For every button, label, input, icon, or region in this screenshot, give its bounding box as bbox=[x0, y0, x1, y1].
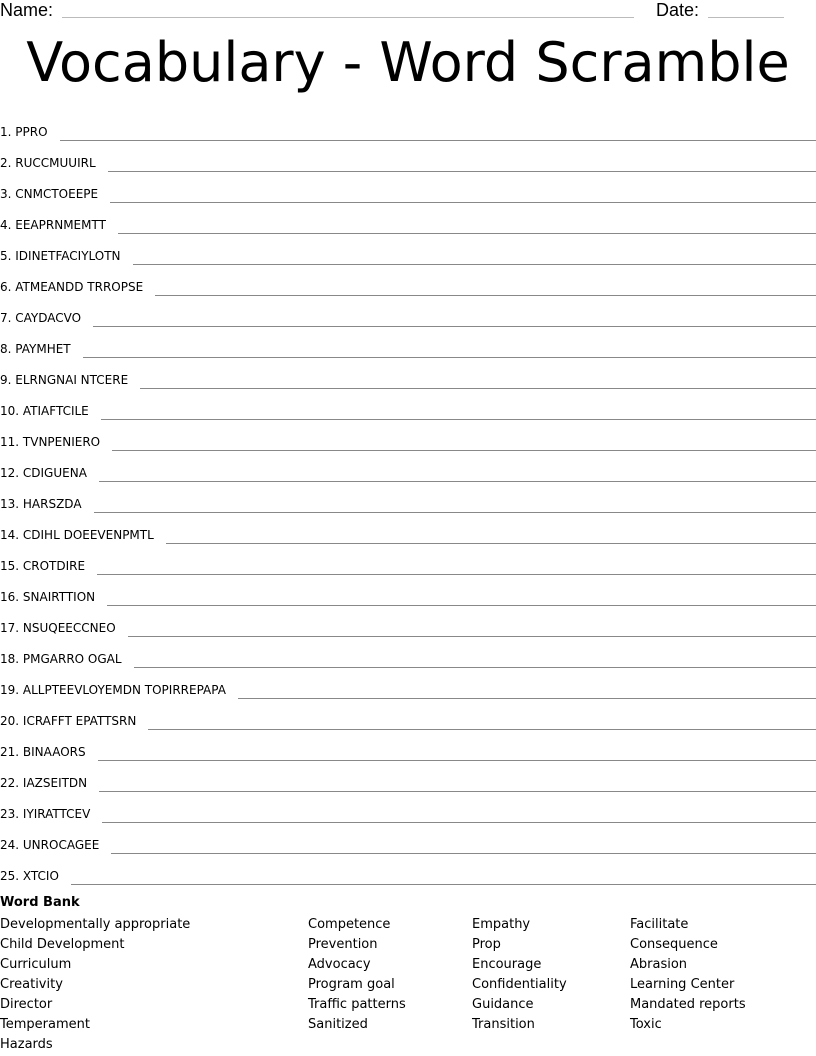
scrambled-word: 22. IAZSEITDN bbox=[0, 776, 88, 790]
scramble-item bbox=[0, 825, 816, 856]
word-bank-entry: Transition bbox=[472, 1017, 535, 1032]
answer-blank[interactable] bbox=[99, 480, 816, 482]
scramble-item bbox=[0, 608, 816, 639]
word-bank-entry: Temperament bbox=[0, 1017, 90, 1032]
word-bank-entry: Advocacy bbox=[308, 957, 371, 972]
scrambled-word: 14. CDIHL DOEEVENPMTL bbox=[0, 528, 154, 542]
scramble-item bbox=[0, 453, 816, 484]
answer-blank[interactable] bbox=[97, 573, 816, 575]
scramble-item bbox=[0, 205, 816, 236]
word-bank-entry: Director bbox=[0, 997, 53, 1012]
answer-blank[interactable] bbox=[155, 294, 816, 296]
date-label: Date: bbox=[656, 0, 700, 20]
answer-blank[interactable] bbox=[134, 666, 816, 668]
answer-blank[interactable] bbox=[110, 201, 816, 203]
scrambled-word: 1. PPRO bbox=[0, 125, 48, 139]
answer-blank[interactable] bbox=[94, 511, 816, 513]
scrambled-word: 3. CNMCTOEEPE bbox=[0, 187, 99, 201]
scramble-item bbox=[0, 422, 816, 453]
scrambled-word: 11. TVNPENIERO bbox=[0, 435, 101, 449]
scramble-item bbox=[0, 701, 816, 732]
word-bank-title: Word Bank bbox=[0, 895, 80, 910]
scramble-item bbox=[0, 577, 816, 608]
scrambled-word: 6. ATMEANDD TRROPSE bbox=[0, 280, 144, 294]
word-bank-entry: Confidentiality bbox=[472, 977, 567, 992]
scrambled-word: 15. CROTDIRE bbox=[0, 559, 86, 573]
scrambled-word: 21. BINAAORS bbox=[0, 745, 86, 759]
word-bank-entry: Sanitized bbox=[308, 1017, 368, 1032]
date-blank[interactable] bbox=[708, 17, 784, 18]
scramble-item bbox=[0, 360, 816, 391]
word-bank-entry: Guidance bbox=[472, 997, 534, 1012]
scrambled-word: 16. SNAIRTTION bbox=[0, 590, 96, 604]
word-bank-entry: Encourage bbox=[472, 957, 542, 972]
scrambled-word: 24. UNROCAGEE bbox=[0, 838, 100, 852]
name-label: Name: bbox=[0, 0, 54, 20]
scramble-item bbox=[0, 639, 816, 670]
scramble-item bbox=[0, 112, 816, 143]
scrambled-word: 18. PMGARRO OGAL bbox=[0, 652, 122, 666]
scrambled-word: 9. ELRNGNAI NTCERE bbox=[0, 373, 129, 387]
scrambled-word: 25. XTCIO bbox=[0, 869, 59, 883]
word-bank-entry: Facilitate bbox=[630, 917, 689, 932]
scrambled-word: 17. NSUQEECCNEO bbox=[0, 621, 116, 635]
answer-blank[interactable] bbox=[140, 387, 816, 389]
word-bank-entry: Prevention bbox=[308, 937, 378, 952]
word-bank-column-2 bbox=[308, 915, 406, 1035]
scrambled-word: 19. ALLPTEEVLOYEMDN TOPIRREPAPA bbox=[0, 683, 226, 697]
answer-blank[interactable] bbox=[71, 883, 816, 885]
answer-blank[interactable] bbox=[107, 604, 816, 606]
answer-blank[interactable] bbox=[102, 821, 816, 823]
scramble-item bbox=[0, 329, 816, 360]
scramble-item bbox=[0, 515, 816, 546]
scramble-item bbox=[0, 794, 816, 825]
answer-blank[interactable] bbox=[60, 139, 816, 141]
scramble-item bbox=[0, 732, 816, 763]
scrambled-word: 8. PAYMHET bbox=[0, 342, 71, 356]
word-bank-entry: Mandated reports bbox=[630, 997, 746, 1012]
answer-blank[interactable] bbox=[118, 232, 816, 234]
answer-blank[interactable] bbox=[166, 542, 816, 544]
word-bank-entry: Toxic bbox=[630, 1017, 662, 1032]
scramble-item bbox=[0, 267, 816, 298]
word-bank-entry: Developmentally appropriate bbox=[0, 917, 191, 932]
answer-blank[interactable] bbox=[111, 852, 816, 854]
word-bank-entry: Empathy bbox=[472, 917, 531, 932]
scramble-item bbox=[0, 391, 816, 422]
scramble-item bbox=[0, 546, 816, 577]
word-bank-entry: Competence bbox=[308, 917, 391, 932]
scrambled-word: 13. HARSZDA bbox=[0, 497, 82, 511]
answer-blank[interactable] bbox=[99, 790, 816, 792]
answer-blank[interactable] bbox=[83, 356, 816, 358]
word-bank-entry: Child Development bbox=[0, 937, 125, 952]
scrambled-word: 4. EEAPRNMEMTT bbox=[0, 218, 106, 232]
answer-blank[interactable] bbox=[101, 418, 816, 420]
word-bank-entry: Traffic patterns bbox=[308, 997, 406, 1012]
name-blank[interactable] bbox=[62, 17, 634, 18]
header-row bbox=[0, 0, 816, 22]
scramble-list bbox=[0, 112, 816, 887]
scrambled-word: 23. IYIRATTCEV bbox=[0, 807, 91, 821]
answer-blank[interactable] bbox=[98, 759, 816, 761]
scramble-item bbox=[0, 236, 816, 267]
scrambled-word: 2. RUCCMUUIRL bbox=[0, 156, 96, 170]
scramble-item bbox=[0, 763, 816, 794]
word-bank-column-3 bbox=[472, 915, 567, 1035]
scrambled-word: 12. CDIGUENA bbox=[0, 466, 87, 480]
word-bank-entry: Prop bbox=[472, 937, 501, 952]
answer-blank[interactable] bbox=[93, 325, 816, 327]
word-bank-column-4 bbox=[630, 915, 746, 1035]
scramble-item bbox=[0, 856, 816, 887]
scrambled-word: 20. ICRAFFT EPATTSRN bbox=[0, 714, 137, 728]
answer-blank[interactable] bbox=[148, 728, 816, 730]
word-bank-column-1 bbox=[0, 915, 190, 1055]
answer-blank[interactable] bbox=[133, 263, 816, 265]
word-bank-entry: Consequence bbox=[630, 937, 718, 952]
scramble-item bbox=[0, 670, 816, 701]
word-bank-entry: Abrasion bbox=[630, 957, 688, 972]
answer-blank[interactable] bbox=[238, 697, 816, 699]
answer-blank[interactable] bbox=[108, 170, 816, 172]
scrambled-word: 10. ATIAFTCILE bbox=[0, 404, 89, 418]
page-title: Vocabulary - Word Scramble bbox=[26, 31, 790, 94]
word-bank-entry: Learning Center bbox=[630, 977, 735, 992]
scramble-item bbox=[0, 484, 816, 515]
scrambled-word: 5. IDINETFACIYLOTN bbox=[0, 249, 121, 263]
answer-blank[interactable] bbox=[128, 635, 816, 637]
scramble-item bbox=[0, 174, 816, 205]
scramble-item bbox=[0, 143, 816, 174]
word-bank-entry: Creativity bbox=[0, 977, 63, 992]
word-bank-entry: Hazards bbox=[0, 1037, 53, 1052]
scrambled-word: 7. CAYDACVO bbox=[0, 311, 82, 325]
answer-blank[interactable] bbox=[112, 449, 816, 451]
word-bank-entry: Curriculum bbox=[0, 957, 72, 972]
word-bank-entry: Program goal bbox=[308, 977, 395, 992]
scramble-item bbox=[0, 298, 816, 329]
